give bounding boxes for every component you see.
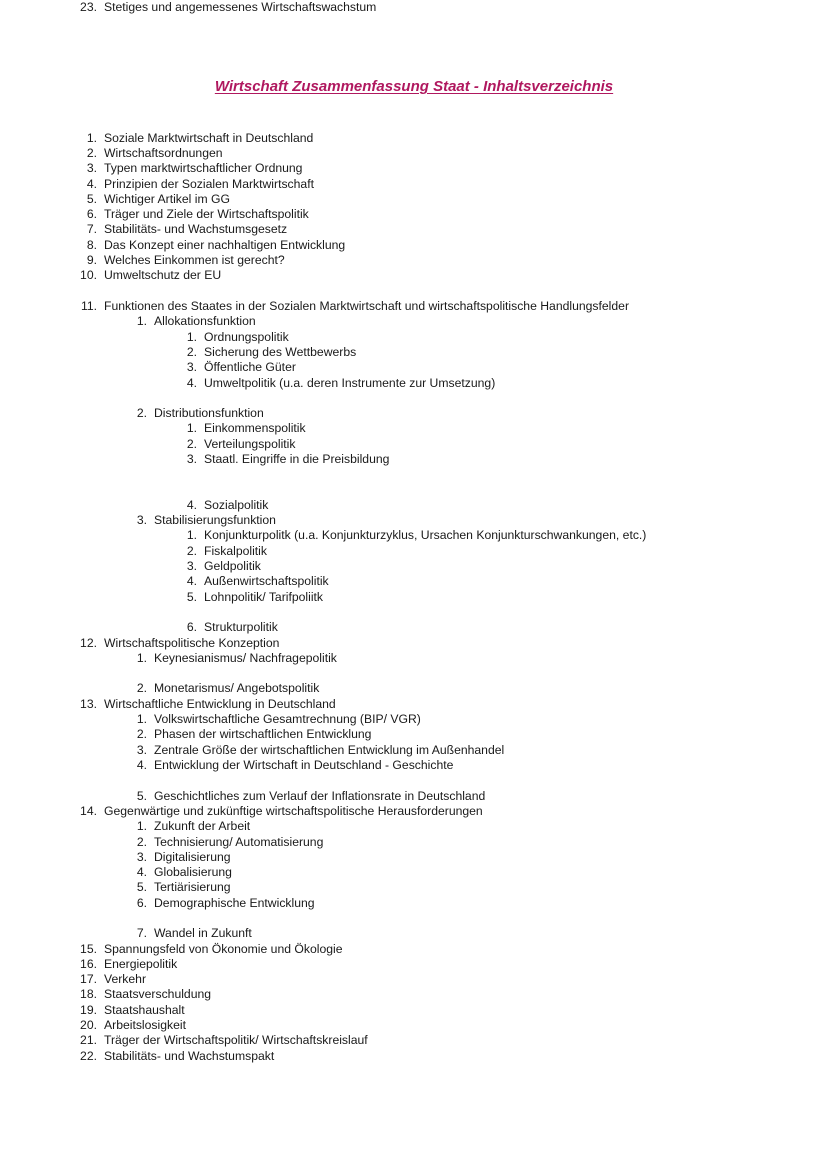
toc-entry-number: 17. [80,972,97,986]
toc-entry [186,559,261,574]
toc-entry-text: Stabilisierungsfunktion [154,513,276,527]
toc-entry [186,574,329,589]
toc-entry-text: Umweltpolitik (u.a. deren Instrumente zur Umsetzung) [204,376,496,390]
toc-entry-text: Entwicklung der Wirtschaft in Deutschland - Geschichte [154,758,454,772]
toc-entry-text: Welches Einkommen ist gerecht? [104,253,285,267]
toc-entry-number: 4. [186,376,197,390]
toc-entry-text: Wichtiger Artikel im GG [104,192,230,206]
toc-entry [80,1033,368,1048]
toc-entry-number: 5. [186,590,197,604]
toc-entry-number: 1. [136,314,147,328]
toc-entry [186,452,390,467]
toc-entry-text: Träger der Wirtschaftspolitik/ Wirtschaftskreislauf [104,1033,368,1047]
toc-entry [136,743,505,758]
toc-entry-text: Stetiges und angemessenes Wirtschaftswachstum [104,0,377,14]
toc-entry [86,207,309,222]
toc-entry-text: Geldpolitik [204,559,261,573]
toc-entry-number: 5. [86,192,97,206]
toc-entry-text: Wirtschaftliche Entwicklung in Deutschland [104,697,336,711]
toc-entry-text: Stabilitäts- und Wachstumsgesetz [104,222,288,236]
toc-entry-text: Funktionen des Staates in der Sozialen Marktwirtschaft und wirtschaftspolitische Handlungsfelder [104,299,630,313]
toc-entry-text: Verteilungspolitik [204,437,296,451]
toc-entry [80,1018,186,1033]
toc-entry-number: 2. [186,437,197,451]
toc-entry-text: Verkehr [104,972,147,986]
toc-entry [136,406,264,421]
toc-entry [186,376,496,391]
toc-entry-number: 23. [80,0,97,14]
toc-entry-number: 2. [136,835,147,849]
toc-entry-text: Arbeitslosigkeit [104,1018,186,1032]
toc-entry-text: Allokationsfunktion [154,314,256,328]
toc-entry-text: Distributionsfunktion [154,406,264,420]
toc-entry-number: 5. [136,789,147,803]
toc-entry [136,835,324,850]
toc-entry [80,697,336,712]
toc-entry-text: Lohnpolitik/ Tarifpoliitk [204,590,324,604]
toc-entry [136,880,231,895]
toc-entry-text: Fiskalpolitik [204,544,267,558]
toc-entry [136,513,276,528]
toc-entry [186,437,296,452]
toc-entry-text: Phasen der wirtschaftlichen Entwicklung [154,727,372,741]
toc-entry [186,421,306,436]
toc-entry-number: 3. [86,161,97,175]
toc-entry-number: 16. [80,957,97,971]
toc-entry [186,620,278,635]
toc-entry [80,957,178,972]
toc-entry-text: Wandel in Zukunft [154,926,252,940]
toc-entry [80,299,630,314]
toc-entry-number: 1. [186,528,197,542]
toc-entry-number: 1. [86,131,97,145]
toc-entry-number: 2. [86,146,97,160]
toc-entry [80,987,212,1002]
toc-entry-text: Strukturpolitik [204,620,278,634]
toc-entry [80,942,343,957]
toc-entry-number: 15. [80,942,97,956]
toc-entry-number: 6. [136,896,147,910]
toc-entry [80,0,377,15]
toc-entry-number: 3. [136,513,147,527]
toc-entry-number: 22. [80,1049,97,1063]
toc-entry-text: Einkommenspolitik [204,421,306,435]
toc-entry-number: 18. [80,987,97,1001]
toc-entry-number: 3. [186,452,197,466]
toc-entry-text: Volkswirtschaftliche Gesamtrechnung (BIP/ VGR) [154,712,421,726]
toc-entry-text: Soziale Marktwirtschaft in Deutschland [104,131,314,145]
toc-entry-number: 8. [86,238,97,252]
toc-entry [86,222,288,237]
toc-entry-number: 2. [186,345,197,359]
toc-entry [86,131,314,146]
toc-entry-text: Träger und Ziele der Wirtschaftspolitik [104,207,309,221]
toc-entry [186,528,647,543]
toc-entry-number: 3. [136,743,147,757]
toc-entry-text: Ordnungspolitik [204,330,289,344]
toc-entry [86,192,230,207]
toc-entry-number: 13. [80,697,97,711]
toc-entry-number: 3. [186,559,197,573]
toc-entry [186,345,357,360]
toc-entry-number: 19. [80,1003,97,1017]
toc-entry [80,804,483,819]
toc-entry-text: Staatshaushalt [104,1003,185,1017]
toc-entry-number: 21. [80,1033,97,1047]
toc-entry [186,360,296,375]
toc-entry-text: Stabilitäts- und Wachstumspakt [104,1049,275,1063]
toc-entry-number: 1. [186,330,197,344]
toc-entry-number: 1. [186,421,197,435]
toc-entry [86,253,285,268]
toc-entry-number: 4. [136,865,147,879]
toc-entry-number: 5. [136,880,147,894]
toc-entry [186,498,269,513]
toc-entry-text: Außenwirtschaftspolitik [204,574,329,588]
toc-entry [80,268,222,283]
toc-entry [80,1003,185,1018]
toc-entry-text: Monetarismus/ Angebotspolitik [154,681,320,695]
toc-entry-number: 4. [186,498,197,512]
toc-entry-number: 1. [136,712,147,726]
toc-entry-number: 11. [80,299,97,313]
toc-entry-text: Globalisierung [154,865,232,879]
toc-entry-text: Energiepolitik [104,957,178,971]
toc-entry [136,926,252,941]
toc-entry-number: 2. [136,727,147,741]
toc-entry-number: 2. [136,681,147,695]
toc-entry [86,238,346,253]
toc-entry-text: Wirtschaftsordnungen [104,146,223,160]
toc-entry-text: Sozialpolitik [204,498,269,512]
toc-entry [136,789,486,804]
toc-entry-number: 10. [80,268,97,282]
toc-entry [136,758,454,773]
toc-entry [136,865,232,880]
toc-entry-text: Konjunkturpolitk (u.a. Konjunkturzyklus, Ursachen Konjunkturschwankungen, etc.) [204,528,647,542]
toc-entry [86,146,223,161]
toc-entry-number: 9. [86,253,97,267]
toc-entry-number: 2. [136,406,147,420]
toc-entry [186,590,324,605]
toc-entry-number: 1. [136,651,147,665]
toc-entry-number: 4. [136,758,147,772]
toc-entry-number: 2. [186,544,197,558]
toc-entry-number: 6. [86,207,97,221]
toc-entry-number: 4. [86,177,97,191]
toc-entry-number: 3. [136,850,147,864]
toc-entry-text: Zentrale Größe der wirtschaftlichen Entwicklung im Außenhandel [154,743,505,757]
toc-entry [136,651,337,666]
toc-entry-number: 1. [136,819,147,833]
toc-entry [186,330,289,345]
toc-entry [80,1049,275,1064]
toc-entry-number: 7. [136,926,147,940]
toc-entry-number: 12. [80,636,97,650]
toc-entry-text: Geschichtliches zum Verlauf der Inflationsrate in Deutschland [154,789,486,803]
toc-entry-number: 4. [186,574,197,588]
page-title: Wirtschaft Zusammenfassung Staat - Inhaltsverzeichnis [214,78,614,95]
toc-entry-text: Staatsverschuldung [104,987,212,1001]
toc-entry [86,161,303,176]
toc-entry-text: Öffentliche Güter [204,360,296,374]
toc-entry [136,850,231,865]
toc-entry [136,712,421,727]
toc-entry [186,544,267,559]
toc-entry [136,819,251,834]
toc-entry [80,972,147,987]
toc-entry [136,314,256,329]
toc-entry-text: Digitalisierung [154,850,231,864]
toc-entry [136,681,320,696]
toc-entry-text: Keynesianismus/ Nachfragepolitik [154,651,337,665]
toc-entry-text: Tertiärisierung [154,880,231,894]
toc-entry-text: Technisierung/ Automatisierung [154,835,324,849]
toc-entry-text: Das Konzept einer nachhaltigen Entwicklung [104,238,346,252]
toc-entry-text: Zukunft der Arbeit [154,819,251,833]
toc-entry-text: Umweltschutz der EU [104,268,222,282]
toc-entry-text: Typen marktwirtschaftlicher Ordnung [104,161,303,175]
toc-entry [80,636,280,651]
toc-entry-text: Gegenwärtige und zukünftige wirtschaftspolitische Herausforderungen [104,804,483,818]
toc-entry-number: 20. [80,1018,97,1032]
toc-entry [86,177,314,192]
toc-entry-text: Sicherung des Wettbewerbs [204,345,357,359]
toc-entry-number: 14. [80,804,97,818]
toc-entry-number: 3. [186,360,197,374]
toc-entry-text: Spannungsfeld von Ökonomie und Ökologie [104,942,343,956]
toc-entry-text: Wirtschaftspolitische Konzeption [104,636,280,650]
toc-entry-text: Prinzipien der Sozialen Marktwirtschaft [104,177,314,191]
toc-entry [136,896,315,911]
toc-entry-number: 6. [186,620,197,634]
toc-entry-text: Staatl. Eingriffe in die Preisbildung [204,452,390,466]
toc-entry-number: 7. [86,222,97,236]
toc-entry [136,727,372,742]
toc-entry-text: Demographische Entwicklung [154,896,315,910]
